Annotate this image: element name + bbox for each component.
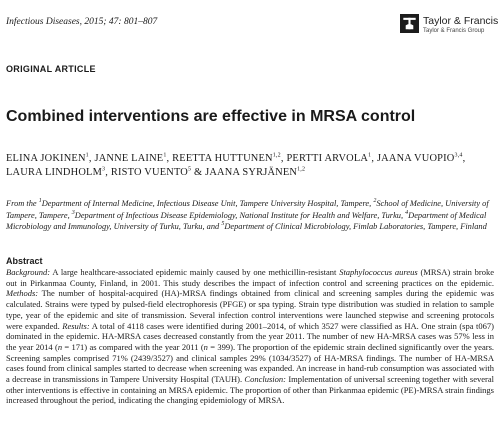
article-type-label: ORIGINAL ARTICLE xyxy=(6,64,96,74)
affiliation-number: 4 xyxy=(405,209,409,216)
author-separator: , xyxy=(371,153,377,164)
author-separator: , xyxy=(280,153,287,164)
author-separator: , xyxy=(105,167,111,178)
abstract-italic-text: Results: xyxy=(62,320,90,331)
affiliation-number: 2 xyxy=(373,198,377,205)
affiliation-text: Department of Internal Medicine, Infectious Disease Unit, Tampere University Hospital, Tampere, xyxy=(41,199,374,208)
abstract-italic-text: Background: xyxy=(6,267,51,277)
author-affiliation-mark: 1,2 xyxy=(297,166,306,173)
author-separator: , xyxy=(166,153,173,164)
author-affiliation-mark: 3 xyxy=(102,166,106,173)
author-separator: , xyxy=(88,153,95,164)
article-title: Combined interventions are effective in MRSA control xyxy=(6,108,416,125)
abstract-text: = 399). The proportion of the epidemic strain declined significantly over the years. Screening samples comprised 71% (2439/3527) and clinical samples 29% (1034/3527) of HA-MRSA findings. The number of HA-MRSA cases found from clinical samples started to decrease when screening was expanded. An increase in hand-rub consumption was associated with a decrease in transmissions in Tampere University Hospital (TAUH). xyxy=(6,341,494,385)
author-separator: & xyxy=(191,167,206,178)
abstract-italic-text: Staphylococcus aureus xyxy=(339,267,418,277)
author-affiliation-mark: 1 xyxy=(163,152,167,159)
publisher-name: Taylor & Francis xyxy=(423,15,499,27)
author-affiliation-mark: 3,4 xyxy=(454,152,463,159)
abstract-text: (MRSA) strain broke out in Pirkanmaa County, Finland, in 2001. This study describes the impact of infection control and screening practices on the epidemic. xyxy=(6,267,494,288)
author-separator: , xyxy=(462,153,466,164)
author-affiliation-mark: 1,2 xyxy=(272,152,281,159)
author-name: JANNE LAINE xyxy=(94,153,164,164)
journal-citation: Infectious Diseases, 2015; 47: 801–807 xyxy=(6,17,158,27)
abstract-text: A total of 4118 cases were identified during 2001–2014, of which 3527 were classified as HA. One strain (spa t067) dominated in the epidemic. HA-MRSA cases decreased constantly from the year 2011. The number of new HA-MRSA cases was 57% less in the year 2014 ( xyxy=(6,320,494,352)
abstract-text: Implementation of universal screening together with several other interventions is effective in containing an MRSA epidemic. The proportion of other than Pirkanmaa epidemic (PE)-MRSA strain findings increased throughout the period, indicating the changing epidemiology of MRSA. xyxy=(6,374,494,406)
author-name: JAANA VUOPIO xyxy=(376,153,455,164)
author-list xyxy=(6,152,494,180)
affiliation-text: Department of Infectious Disease Epidemiology, National Institute for Health and Welfare, Turku, xyxy=(74,210,406,220)
author-name: LAURA LINDHOLM xyxy=(6,167,103,178)
affiliation-number: 3 xyxy=(71,209,75,216)
affiliation-number: 1 xyxy=(38,198,42,205)
affiliation-number: 5 xyxy=(221,221,225,228)
affiliations xyxy=(6,198,494,233)
abstract-text: = 171) as compared with the year 2011 ( xyxy=(62,341,204,352)
publisher-logo-icon xyxy=(400,14,419,33)
abstract-italic-text: n xyxy=(203,341,208,352)
affiliation-prefix: From the xyxy=(6,199,39,208)
author-affiliation-mark: 5 xyxy=(188,166,192,173)
abstract-text: A large healthcare-associated epidemic mainly caused by one methicillin-resistant xyxy=(50,267,340,277)
author-name: ELINA JOKINEN xyxy=(6,153,86,164)
affiliation-text: School of Medicine, University of Tampere, Tampere, xyxy=(6,199,489,220)
abstract-italic-text: Conclusion: xyxy=(244,374,286,385)
affiliation-text: Department of Clinical Microbiology, Fimlab Laboratories, Tampere, Finland xyxy=(224,222,487,231)
abstract-italic-text: Methods: xyxy=(6,288,39,299)
publisher-logo xyxy=(400,6,499,46)
author-affiliation-mark: 1 xyxy=(368,152,372,159)
abstract-heading: Abstract xyxy=(6,256,43,266)
author-name: RISTO VUENTO xyxy=(110,167,189,178)
author-affiliation-mark: 1 xyxy=(85,152,89,159)
publisher-group: Taylor & Francis Group xyxy=(423,28,485,34)
author-name: JAANA SYRJÄNEN xyxy=(205,167,298,178)
author-name: REETTA HUTTUNEN xyxy=(172,153,273,164)
abstract-body xyxy=(6,267,494,426)
abstract-italic-text: n xyxy=(57,341,63,352)
affiliation-text: Department of Medical Microbiology and Immunology, University of Turku, Turku, and xyxy=(6,210,487,231)
abstract-text: The number of hospital-acquired (HA)-MRSA findings obtained from clinical and screening samples during the epidemic was calculated. Strains were typed by pulsed-field electrophoresis (PFGE) or spa typing. Strain type distribution was studied in relation to sample type, year of the epidemic and site of transmission. Several infection control interventions were launched stepwise and screening protocols were expanded. xyxy=(6,288,494,331)
author-name: PERTTI ARVOLA xyxy=(286,153,369,164)
